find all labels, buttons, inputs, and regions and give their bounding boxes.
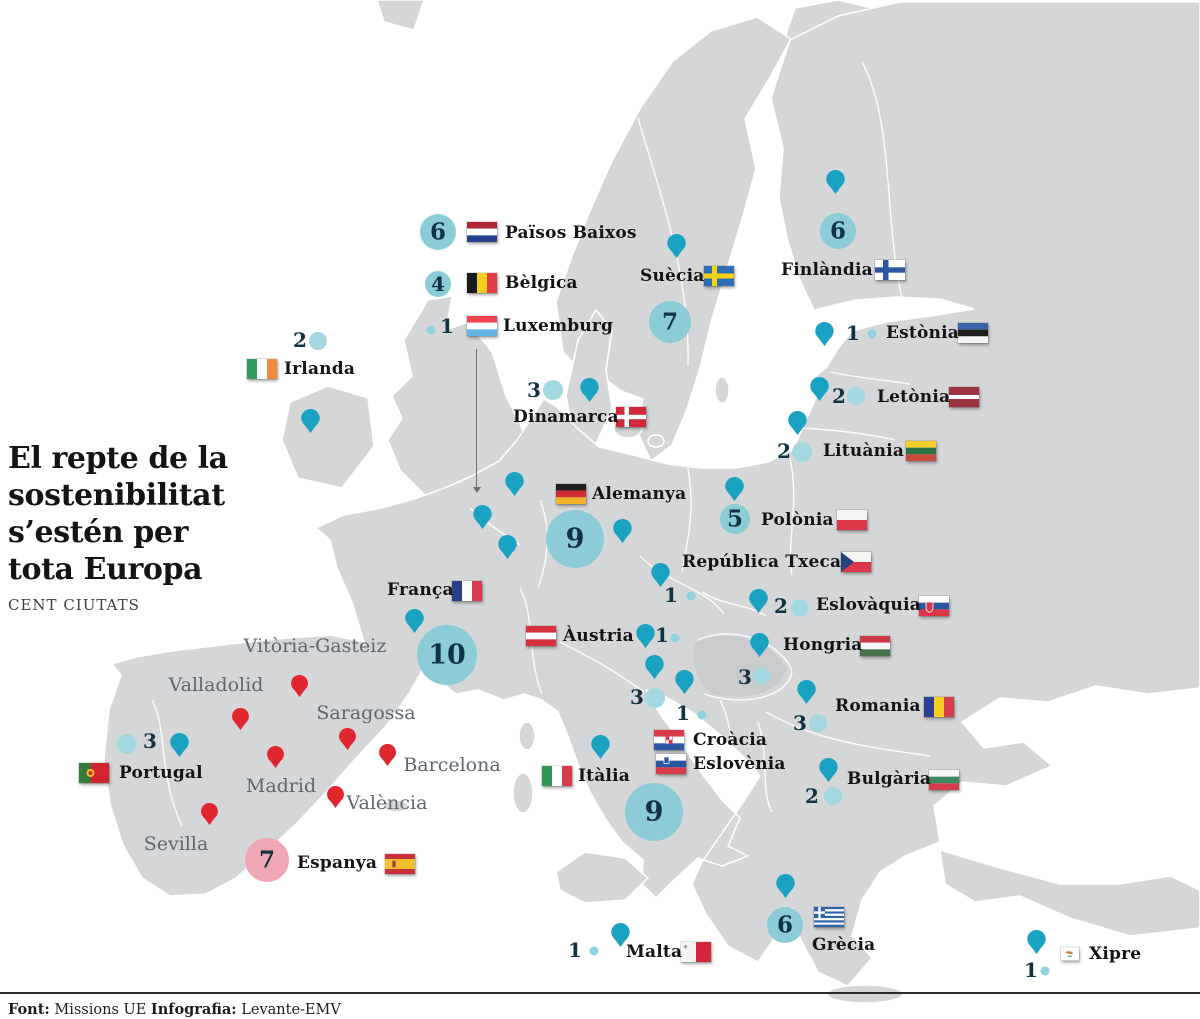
label-eslovaquia: Eslovàquia — [816, 595, 921, 615]
label-portugal: Portugal — [119, 763, 203, 783]
pin-madrid-icon — [267, 746, 284, 768]
bubble-romania — [809, 714, 827, 732]
count-romania: 3 — [793, 711, 807, 735]
republica-txeca-flag-icon — [841, 552, 871, 572]
city-label-saragossa: Saragossa — [316, 702, 416, 724]
romania-flag-icon — [924, 697, 954, 717]
pin-barcelona-icon — [379, 744, 396, 766]
espanya-flag-icon — [385, 854, 415, 874]
label-dinamarca: Dinamarca — [513, 407, 619, 427]
page-subtitle: CENT CIUTATS — [8, 596, 140, 614]
count-espanya: 7 — [258, 846, 276, 874]
pin-paisos-baixos-icon — [505, 472, 524, 496]
count-italia: 9 — [644, 796, 664, 828]
austria-flag-icon — [526, 626, 556, 646]
count-republica-txeca: 1 — [664, 583, 678, 607]
lituania-flag-icon — [906, 441, 936, 461]
dot-estonia — [868, 330, 877, 339]
pin-republica-txeca-icon — [651, 563, 670, 587]
eslovenia-flag-icon — [656, 754, 686, 774]
count-finlandia: 6 — [829, 217, 847, 245]
title-block — [8, 440, 258, 614]
city-label-vitoria-gasteiz: Vitòria-Gasteiz — [243, 635, 387, 657]
pin-franca-icon — [405, 609, 424, 633]
label-franca: França — [387, 580, 454, 600]
luxemburg-flag-icon — [467, 316, 497, 336]
pin-estonia-icon — [815, 322, 834, 346]
pin-romania-icon — [797, 680, 816, 704]
irlanda-flag-icon — [247, 359, 277, 379]
pin-finlandia-icon — [826, 170, 845, 194]
pin-xipre-icon — [1027, 930, 1046, 954]
leader-arrowhead-icon — [473, 487, 481, 493]
polonia-flag-icon — [837, 510, 867, 530]
count-austria: 1 — [655, 623, 669, 647]
pin-valladolid-icon — [232, 708, 249, 730]
label-estonia: Estònia — [886, 323, 959, 343]
footer-source-label: Font: — [8, 1001, 50, 1018]
label-malta: Malta — [626, 942, 683, 962]
count-polonia: 5 — [726, 505, 744, 533]
dot-luxemburg — [427, 326, 436, 335]
label-croacia: Croàcia — [693, 730, 768, 750]
count-irlanda: 2 — [293, 328, 307, 352]
belgica-flag-icon — [467, 273, 497, 293]
label-grecia: Grècia — [812, 935, 876, 955]
footer-source: Missions UE — [54, 1002, 147, 1018]
suecia-flag-icon — [704, 266, 734, 286]
bubble-irlanda — [309, 332, 327, 350]
footer-credits — [0, 994, 1200, 1018]
count-estonia: 1 — [846, 321, 860, 345]
bubble-portugal — [117, 734, 137, 754]
finlandia-flag-icon — [875, 260, 905, 280]
label-luxemburg: Luxemburg — [503, 316, 614, 336]
label-finlandia: Finlàndia — [781, 260, 873, 280]
malta-flag-icon — [681, 942, 711, 962]
label-paisos-baixos: Països Baixos — [505, 223, 637, 243]
count-bulgaria: 2 — [805, 784, 819, 808]
pin-irlanda-icon — [301, 409, 320, 433]
luxemburg-leader-line — [476, 349, 477, 487]
label-republica-txeca: República Txeca — [682, 552, 842, 572]
footer — [0, 992, 1200, 1018]
grecia-flag-icon — [814, 907, 844, 927]
count-suecia: 7 — [661, 308, 679, 336]
portugal-flag-icon — [79, 763, 109, 783]
dot-austria — [671, 634, 680, 643]
label-lituania: Lituània — [823, 441, 905, 461]
label-italia: Itàlia — [578, 766, 630, 786]
label-belgica: Bèlgica — [505, 273, 578, 293]
bubble-hongria — [753, 667, 771, 685]
italia-flag-icon — [542, 766, 572, 786]
count-malta: 1 — [568, 938, 582, 962]
label-eslovenia: Eslovènia — [693, 754, 786, 774]
label-espanya: Espanya — [297, 853, 378, 873]
bubble-bulgaria — [824, 787, 842, 805]
label-suecia: Suècia — [640, 266, 705, 286]
pin-lituania-icon — [788, 411, 807, 435]
pin-polonia-icon — [725, 477, 744, 501]
count-letonia: 2 — [832, 384, 846, 408]
count-croacia: 1 — [676, 701, 690, 725]
pin-belgica-icon — [473, 505, 492, 529]
count-hongria: 3 — [738, 665, 752, 689]
page-title: sostenibilitat — [8, 478, 225, 513]
pin-eslovenia-icon — [645, 655, 664, 679]
dot-croacia — [698, 711, 707, 720]
count-belgica: 4 — [431, 272, 445, 296]
count-dinamarca: 3 — [527, 378, 541, 402]
count-xipre: 1 — [1024, 958, 1038, 982]
pin-sevilla-icon — [201, 803, 218, 825]
paisos-baixos-flag-icon — [467, 222, 497, 242]
pin-grecia-icon — [776, 874, 795, 898]
bubble-dinamarca — [543, 380, 563, 400]
bubble-letonia — [847, 387, 865, 405]
pin-alemanya-icon — [613, 519, 632, 543]
pin-eslovaquia-icon — [749, 589, 768, 613]
dinamarca-flag-icon — [616, 407, 646, 427]
label-polonia: Polònia — [761, 510, 834, 530]
pin-malta-icon — [611, 923, 630, 947]
pin-letonia-icon — [810, 377, 829, 401]
label-austria: Àustria — [563, 626, 634, 646]
croacia-flag-icon — [654, 730, 684, 750]
bubble-eslovaquia — [791, 599, 809, 617]
eslovaquia-flag-icon — [919, 596, 949, 616]
count-paisos-baixos: 6 — [429, 218, 447, 246]
city-label-valladolid: Valladolid — [168, 674, 264, 696]
pin-hongria-icon — [750, 633, 769, 657]
estonia-flag-icon — [958, 323, 988, 343]
count-alemanya: 9 — [565, 523, 585, 555]
label-bulgaria: Bulgària — [847, 769, 932, 789]
count-franca: 10 — [428, 639, 466, 671]
dot-republica-txeca — [687, 592, 696, 601]
pin-austria-icon — [636, 624, 655, 648]
page-title: El repte de la — [8, 441, 228, 476]
count-grecia: 6 — [776, 911, 794, 939]
pin-portugal-icon — [170, 733, 189, 757]
label-xipre: Xipre — [1089, 944, 1142, 964]
label-letonia: Letònia — [877, 387, 951, 407]
count-lituania: 2 — [777, 439, 791, 463]
xipre-flag-icon — [1061, 948, 1079, 961]
letonia-flag-icon — [949, 387, 979, 407]
count-luxemburg: 1 — [440, 314, 454, 338]
pin-croacia-icon — [675, 670, 694, 694]
label-romania: Romania — [835, 696, 921, 716]
count-eslovenia: 3 — [630, 685, 644, 709]
footer-credit: Levante-EMV — [241, 1002, 341, 1018]
dot-malta — [590, 947, 599, 956]
label-hongria: Hongria — [783, 635, 863, 655]
footer-credit-label: Infografia: — [150, 1001, 237, 1018]
page-title: s’estén per — [8, 515, 188, 550]
page-title: tota Europa — [8, 552, 203, 587]
count-eslovaquia: 2 — [774, 594, 788, 618]
city-label-valencia: València — [346, 792, 428, 814]
bubble-lituania — [792, 442, 812, 462]
pin-saragossa-icon — [339, 728, 356, 750]
label-irlanda: Irlanda — [284, 359, 356, 379]
franca-flag-icon — [452, 581, 482, 601]
pin-suecia-icon — [667, 234, 686, 258]
pin-vitoria-gasteiz-icon — [291, 675, 308, 697]
count-portugal: 3 — [143, 729, 157, 753]
alemanya-flag-icon — [556, 484, 586, 504]
bubble-eslovenia — [645, 688, 665, 708]
pin-dinamarca-icon — [580, 378, 599, 402]
city-label-sevilla: Sevilla — [143, 833, 209, 855]
city-label-barcelona: Barcelona — [403, 754, 501, 776]
pin-valencia-icon — [327, 786, 344, 808]
bulgaria-flag-icon — [929, 770, 959, 790]
city-label-madrid: Madrid — [245, 775, 317, 797]
label-alemanya: Alemanya — [592, 484, 687, 504]
pin-italia-icon — [591, 735, 610, 759]
dot-xipre — [1041, 967, 1050, 976]
pin-bulgaria-icon — [819, 758, 838, 782]
pin-luxemburg-icon — [498, 535, 517, 559]
hongria-flag-icon — [860, 636, 890, 656]
